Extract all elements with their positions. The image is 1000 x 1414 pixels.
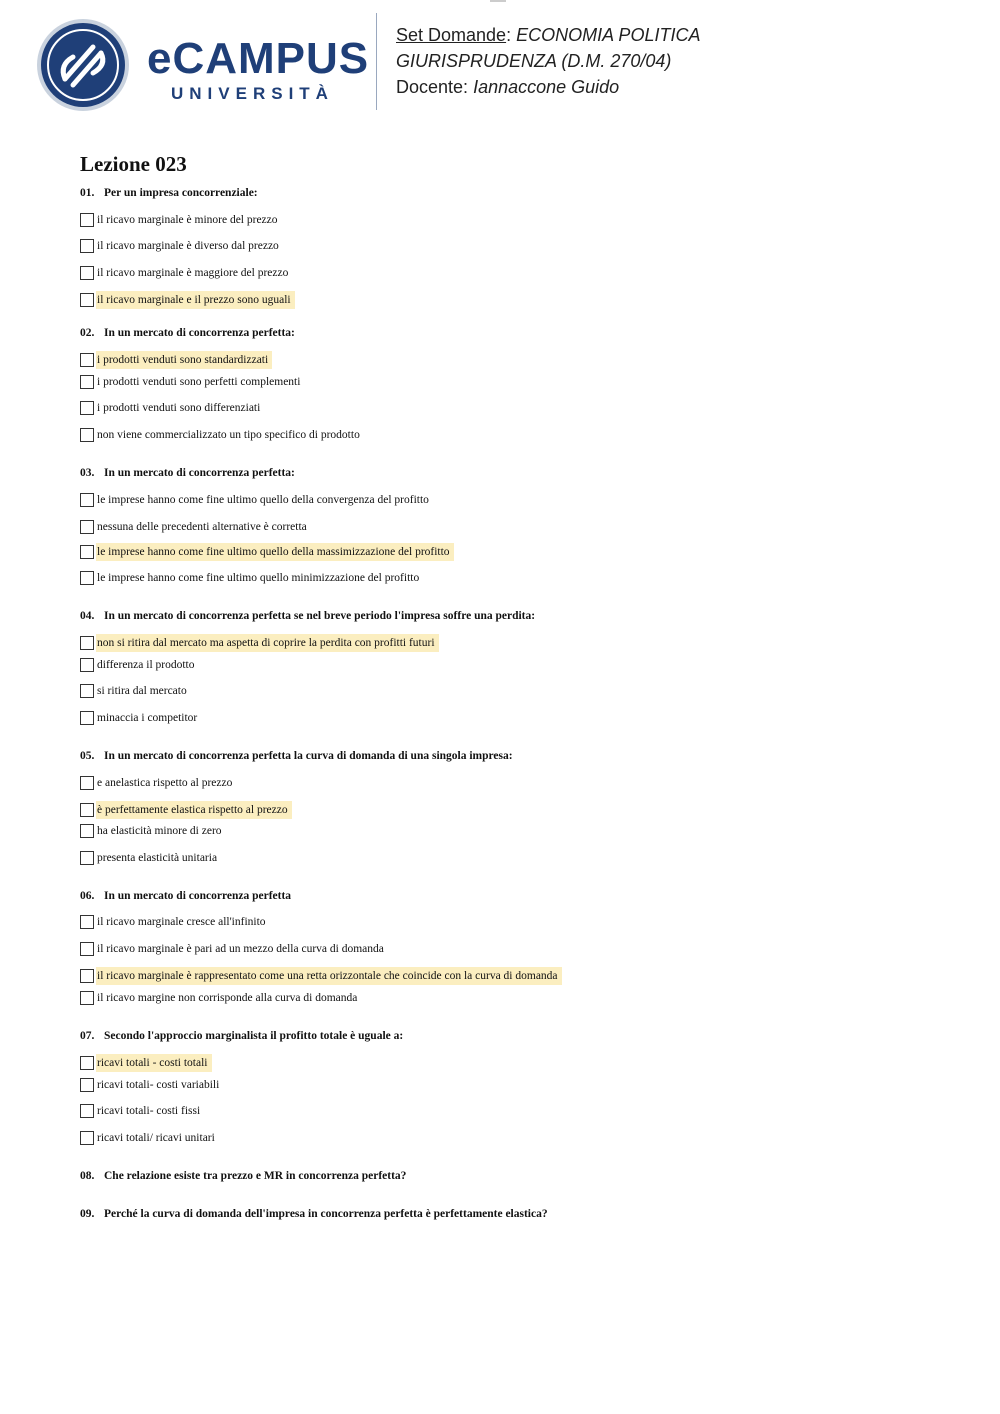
answer-checkbox[interactable] [80,401,94,415]
question-text: In un mercato di concorrenza perfetta la curva di domanda di una singola impresa: [104,750,513,762]
question [80,750,513,762]
teacher-label: Docente: [396,77,469,97]
answer-text: nessuna delle precedenti alternative è corretta [97,521,307,533]
answer-checkbox[interactable] [80,915,94,929]
answer-text: il ricavo marginale è maggiore del prezzo [97,267,289,279]
answer-checkbox[interactable] [80,776,94,790]
answer-text: non si ritira dal mercato ma aspetta di coprire la perdita con profitti futuri [96,634,439,652]
brand-subtitle: UNIVERSITÀ [171,84,334,103]
question-number: 07. [80,1030,95,1042]
question-text: In un mercato di concorrenza perfetta: [104,327,295,339]
answer-checkbox[interactable] [80,851,94,865]
question-number: 03. [80,467,95,479]
answer-text: ricavi totali- costi fissi [97,1105,201,1117]
question-number: 01. [80,187,95,199]
answer-text: presenta elasticità unitaria [97,852,218,864]
question [80,1170,406,1182]
answer-checkbox[interactable] [80,991,94,1005]
answer-checkbox[interactable] [80,711,94,725]
answer-text: i prodotti venduti sono standardizzati [96,351,272,369]
answer-checkbox[interactable] [80,824,94,838]
lesson-title: Lezione 023 [80,152,187,176]
degree-name: GIURISPRUDENZA (D.M. 270/04) [396,51,672,71]
answer-checkbox[interactable] [80,493,94,507]
question-text: In un mercato di concorrenza perfetta se nel breve periodo l'impresa soffre una perdita: [104,610,536,622]
question [80,1030,403,1042]
answer-text: minaccia i competitor [97,712,198,724]
answer-text: si ritira dal mercato [97,685,187,697]
answer-checkbox[interactable] [80,520,94,534]
answer-text: il ricavo marginale è pari ad un mezzo della curva di domanda [97,943,384,955]
answer-text: e anelastica rispetto al prezzo [97,777,233,789]
teacher-name: Iannaccone Guido [473,77,620,97]
answer-text: ricavi totali- costi variabili [97,1079,220,1091]
answer-text: non viene commercializzato un tipo specifico di prodotto [97,429,360,441]
answer-text: il ricavo marginale è minore del prezzo [97,214,278,226]
header-divider [376,13,377,110]
question-text: In un mercato di concorrenza perfetta [104,890,292,902]
answer-checkbox[interactable] [80,803,94,817]
answer-checkbox[interactable] [80,1056,94,1070]
question-text: Per un impresa concorrenziale: [104,187,258,199]
answer-text: ha elasticità minore di zero [97,825,222,837]
answer-text: il ricavo marginale e il prezzo sono uguali [96,291,295,309]
answer-checkbox[interactable] [80,545,94,559]
answer-checkbox[interactable] [80,942,94,956]
answer-checkbox[interactable] [80,293,94,307]
answer-text: ricavi totali/ ricavi unitari [97,1132,215,1144]
question-number: 02. [80,327,95,339]
question-number: 08. [80,1170,95,1182]
document-header: Set Domande: ECONOMIA POLITICA GIURISPRUDENZA (D.M. 270/04) Docente: Iannaccone Guido [396,25,701,97]
answer-text: i prodotti venduti sono perfetti complementi [97,376,301,388]
answer-checkbox[interactable] [80,213,94,227]
answer-text: differenza il prodotto [97,659,195,671]
answer-text: i prodotti venduti sono differenziati [97,402,261,414]
course-name: ECONOMIA POLITICA [516,25,701,45]
question [80,467,295,479]
question-text: Che relazione esiste tra prezzo e MR in concorrenza perfetta? [104,1170,407,1182]
question-number: 05. [80,750,95,762]
answer-checkbox[interactable] [80,1104,94,1118]
answer-text: il ricavo marginale è rappresentato come una retta orizzontale che coincide con la curva di domanda [96,967,562,985]
answer-checkbox[interactable] [80,353,94,367]
question-number: 04. [80,610,95,622]
answer-text: è perfettamente elastica rispetto al prezzo [96,801,292,819]
answer-text: le imprese hanno come fine ultimo quello della massimizzazione del profitto [96,543,454,561]
ecampus-emblem-icon [35,17,131,113]
question [80,610,535,622]
question-number: 09. [80,1208,95,1220]
answer-text: le imprese hanno come fine ultimo quello della convergenza del profitto [97,494,429,506]
answer-checkbox[interactable] [80,239,94,253]
answer-checkbox[interactable] [80,428,94,442]
top-mark [490,0,506,2]
answer-checkbox[interactable] [80,684,94,698]
brand-name: eCAMPUS [147,34,370,83]
answer-text: il ricavo marginale cresce all'infinito [97,916,266,928]
question-text: Secondo l'approccio marginalista il profitto totale è uguale a: [104,1030,404,1042]
answer-text: ricavi totali - costi totali [96,1054,212,1072]
question-text: Perché la curva di domanda dell'impresa in concorrenza perfetta è perfettamente elastica? [104,1208,548,1220]
question [80,327,295,339]
answer-checkbox[interactable] [80,1078,94,1092]
question [80,187,258,199]
answer-checkbox[interactable] [80,636,94,650]
ecampus-logo [35,17,370,112]
question-number: 06. [80,890,95,902]
set-label: Set Domande [396,25,507,45]
answer-text: le imprese hanno come fine ultimo quello minimizzazione del profitto [97,572,420,584]
answer-checkbox[interactable] [80,1131,94,1145]
answer-checkbox[interactable] [80,571,94,585]
question [80,1208,548,1220]
question [80,890,291,902]
answer-checkbox[interactable] [80,969,94,983]
question-text: In un mercato di concorrenza perfetta: [104,467,295,479]
answer-checkbox[interactable] [80,375,94,389]
answer-checkbox[interactable] [80,266,94,280]
answer-text: il ricavo marginale è diverso dal prezzo [97,240,279,252]
answer-checkbox[interactable] [80,658,94,672]
answer-text: il ricavo margine non corrisponde alla curva di domanda [97,992,358,1004]
